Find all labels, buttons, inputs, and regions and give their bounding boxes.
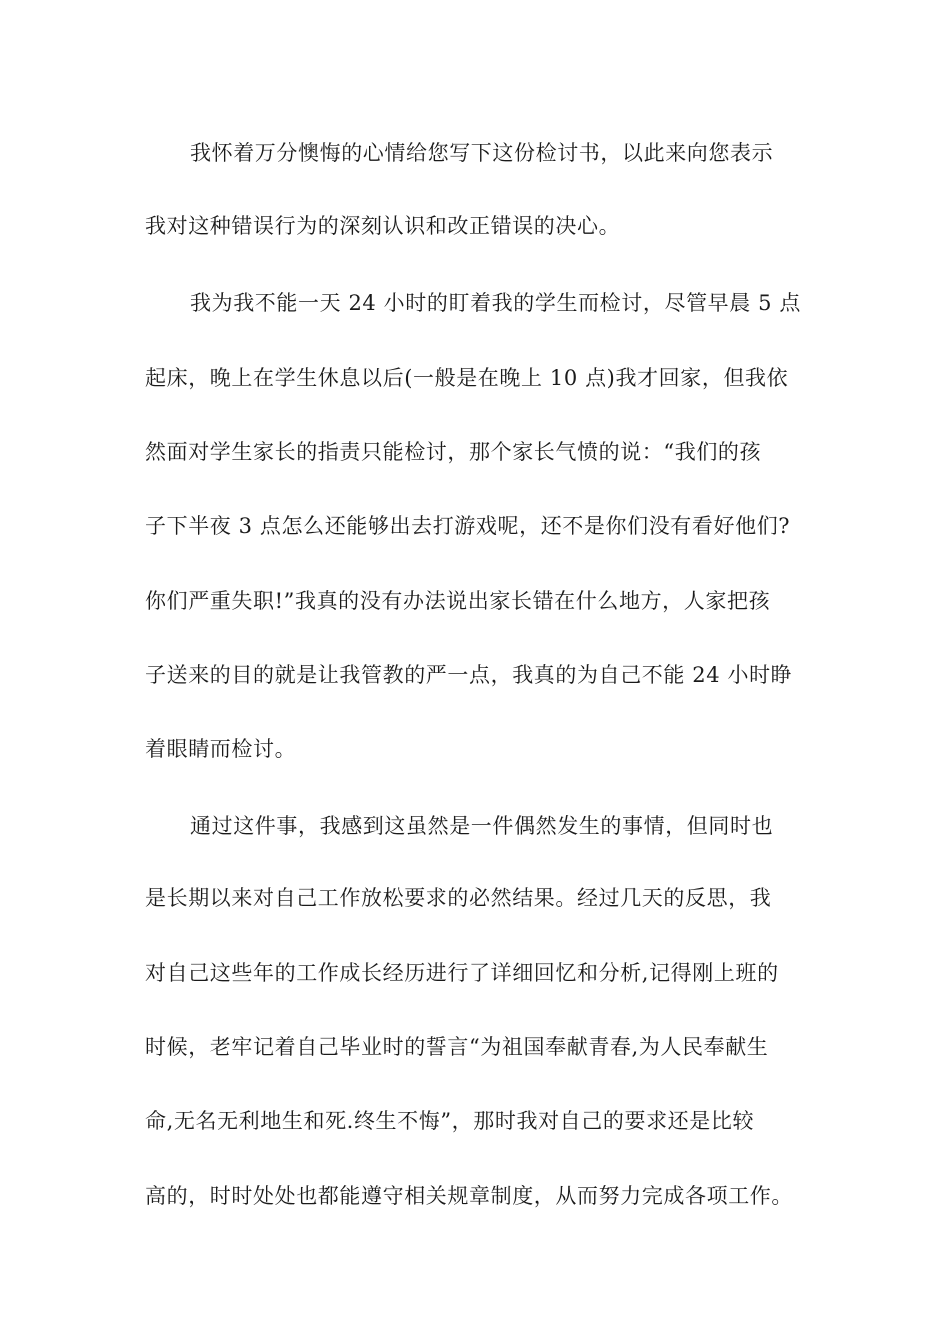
paragraph-1-line-2: 我对这种错误行为的深刻认识和改正错误的决心。: [145, 214, 621, 238]
paragraph-3-line-5: 命,无名无利地生和死.终生不悔”，那时我对自己的要求还是比较: [145, 1109, 755, 1133]
paragraph-2-line-2: 起床，晚上在学生休息以后(一般是在晚上 10 点)我才回家，但我依: [145, 366, 789, 390]
paragraph-2-line-5: 你们严重失职!”我真的没有办法说出家长错在什么地方，人家把孩: [145, 589, 771, 613]
paragraph-3-line-4: 时候，老牢记着自己毕业时的誓言“为祖国奉献青春,为人民奉献生: [145, 1035, 769, 1059]
paragraph-3-line-6: 高的，时时处处也都能遵守相关规章制度，从而努力完成各项工作。: [145, 1184, 793, 1208]
paragraph-1-line-1: 我怀着万分懊悔的心情给您写下这份检讨书，以此来向您表示: [190, 141, 774, 165]
paragraph-3-line-3: 对自己这些年的工作成长经历进行了详细回忆和分析,记得刚上班的: [145, 961, 779, 985]
paragraph-2-line-1: 我为我不能一天 24 小时的盯着我的学生而检讨，尽管早晨 5 点: [190, 291, 801, 315]
paragraph-3-line-1: 通过这件事，我感到这虽然是一件偶然发生的事情，但同时也: [190, 814, 774, 838]
paragraph-2-line-6: 子送来的目的就是让我管教的严一点，我真的为自己不能 24 小时睁: [145, 663, 793, 687]
paragraph-3-line-2: 是长期以来对自己工作放松要求的必然结果。经过几天的反思，我: [145, 886, 772, 910]
paragraph-2-line-4: 子下半夜 3 点怎么还能够出去打游戏呢，还不是你们没有看好他们?: [145, 514, 791, 538]
paragraph-2-line-7: 着眼睛而检讨。: [145, 737, 297, 761]
paragraph-2-line-3: 然面对学生家长的指责只能检讨，那个家长气愤的说：“我们的孩: [145, 440, 762, 464]
